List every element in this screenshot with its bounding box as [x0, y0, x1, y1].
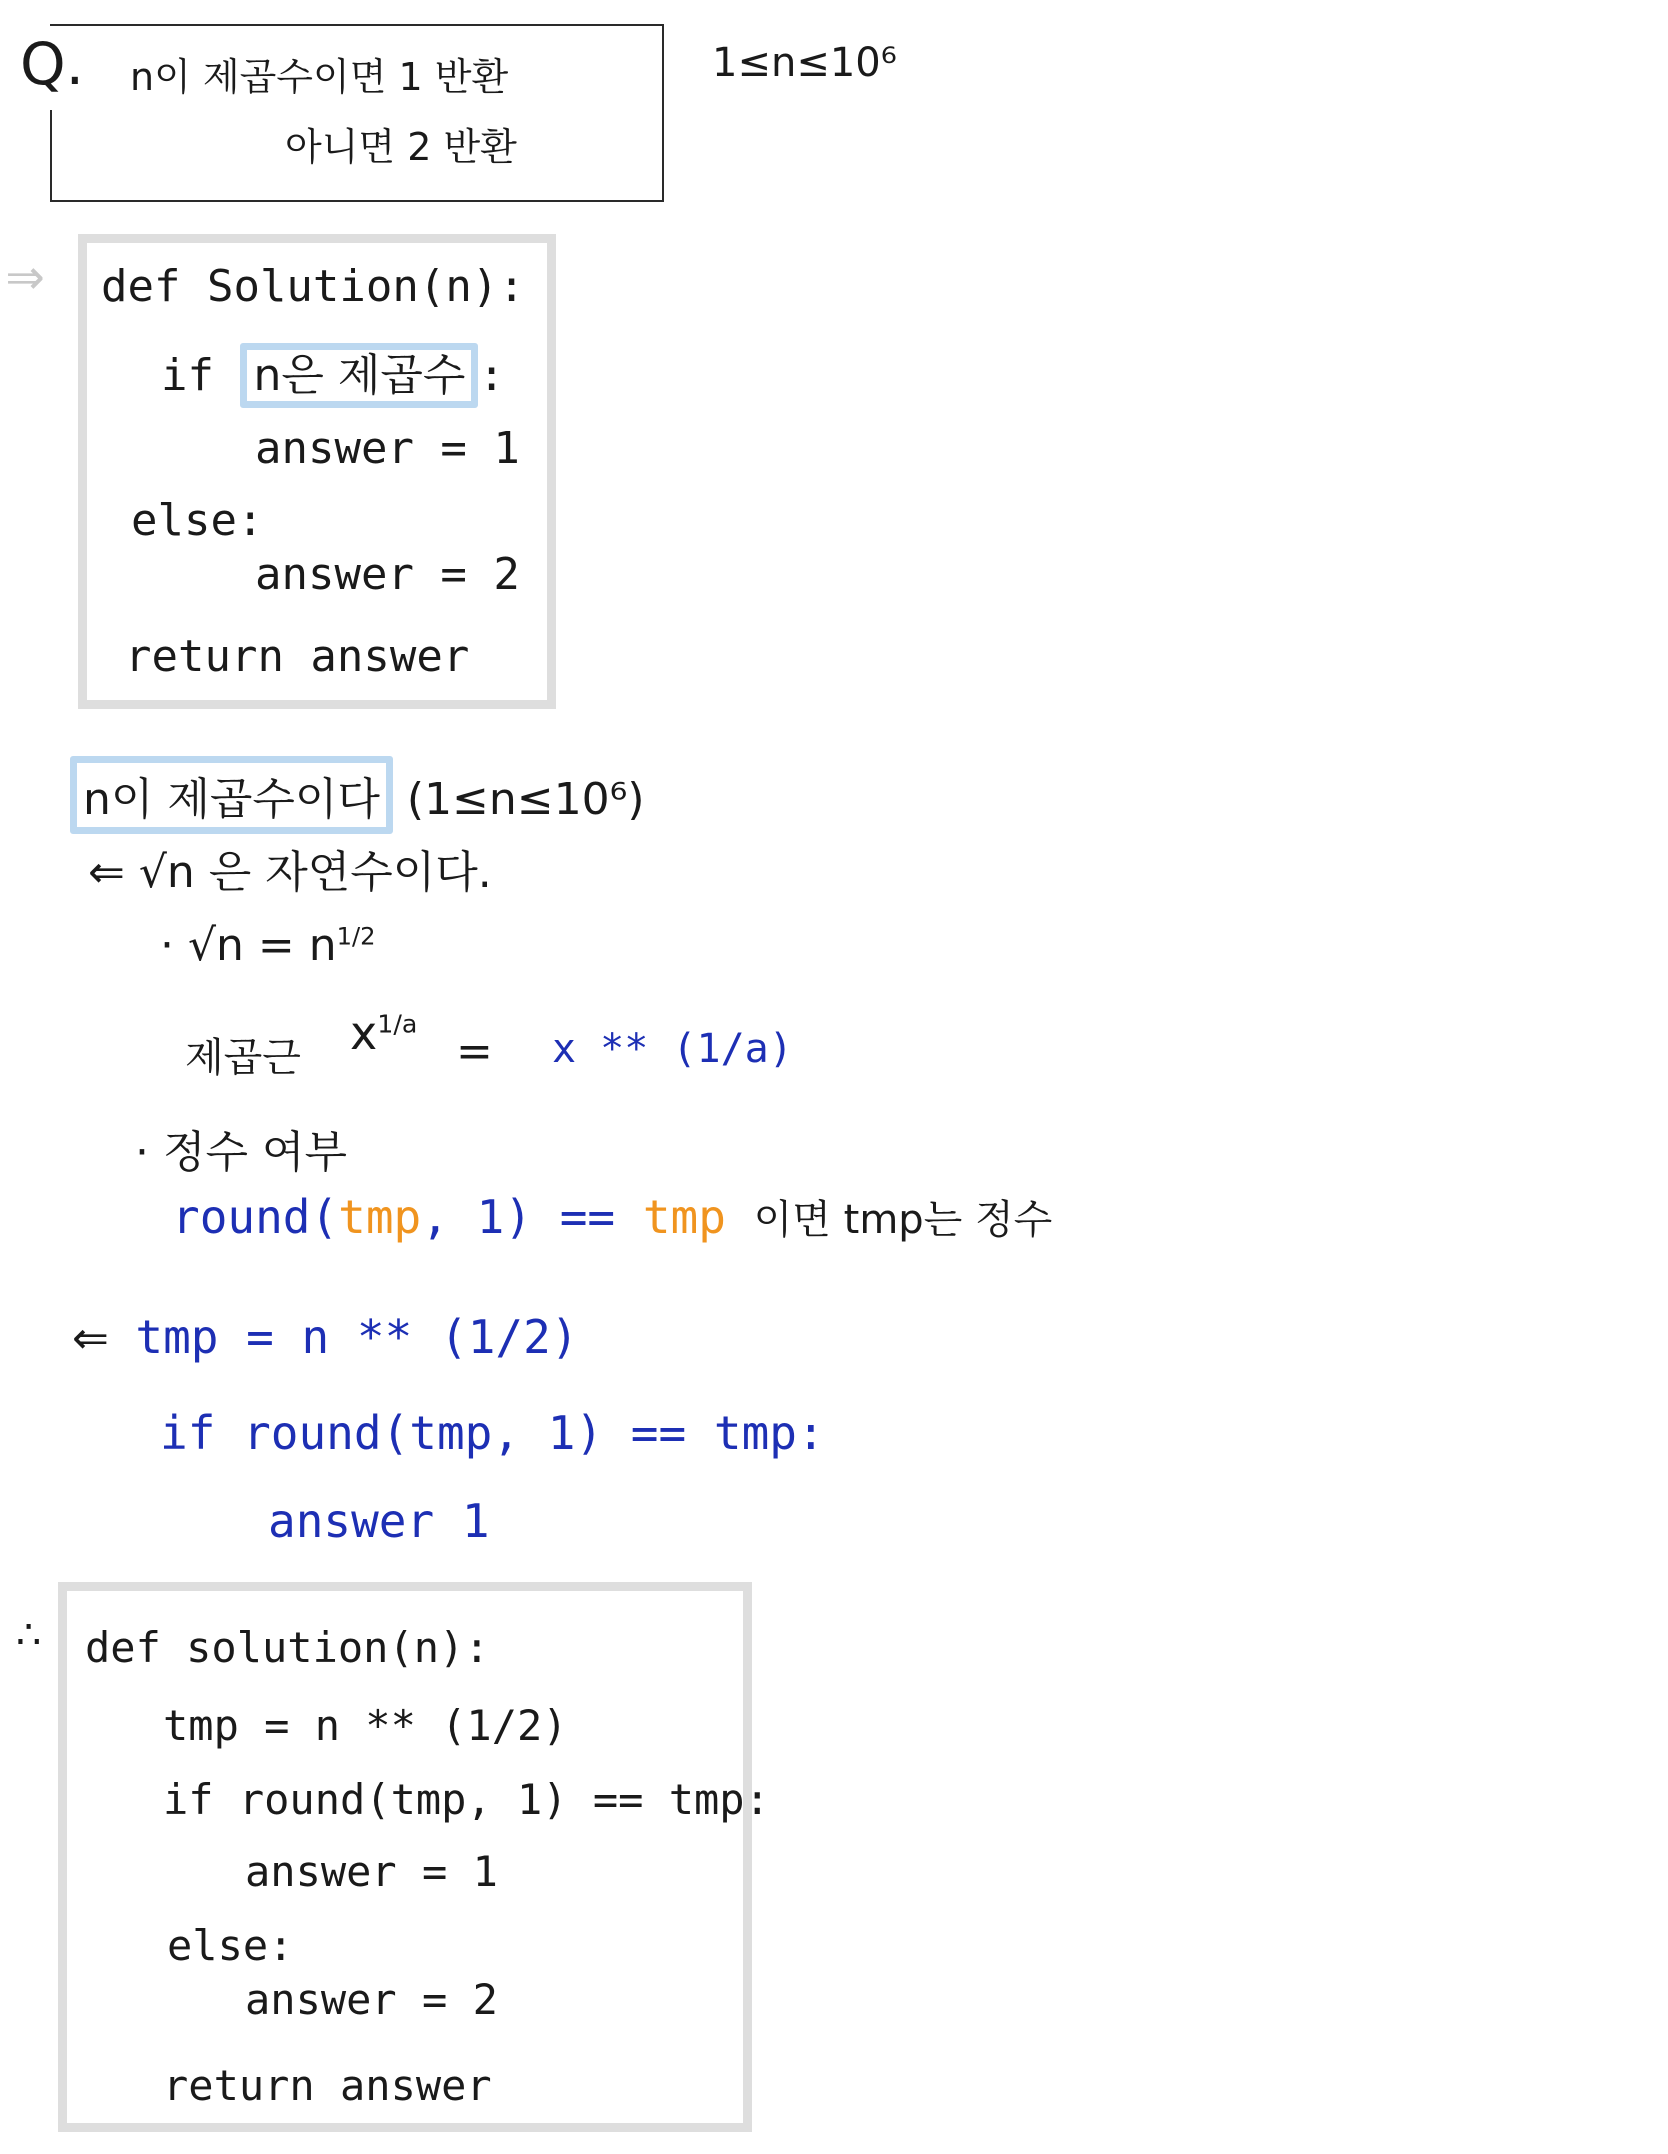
round-call-open: round( [172, 1190, 339, 1244]
root-base: x [350, 1006, 378, 1060]
code-def: def Solution(n): [101, 261, 525, 312]
root-exponent: 1/a [377, 1009, 418, 1039]
code-answer-2: answer = 2 [255, 549, 520, 600]
bullet-sqrt-power [160, 920, 376, 971]
equivalence-tmp [72, 1310, 578, 1364]
final-code-box [58, 1582, 770, 2132]
code-if-line [161, 339, 505, 403]
round-tmp-arg: tmp [338, 1190, 422, 1244]
highlighted-condition: n은 제곱수 [240, 343, 478, 408]
equivalence-sqrt-natural: ⇐ √n 은 자연수이다. [88, 847, 492, 898]
bullet-sqrt-text: · √n = n [160, 920, 337, 971]
question-mark: Q. [20, 30, 85, 98]
constraint: 1≤n≤10⁶ [712, 40, 897, 86]
root-label: 제곱근 [185, 1035, 301, 1081]
pseudocode-box [78, 234, 556, 709]
if-round-line: if round(tmp, 1) == tmp: [160, 1406, 825, 1460]
round-check-line [172, 1188, 1052, 1245]
code-if-keyword: if [161, 350, 214, 401]
question-line-2: 아니면 2 반환 [285, 125, 517, 169]
round-call-close: , 1) == [421, 1190, 616, 1244]
code-return: return answer [125, 631, 470, 682]
arrow-right-icon: ⇒ [6, 238, 45, 312]
final-return: return answer [163, 2061, 492, 2110]
statement-line [70, 756, 644, 834]
tmp-assignment: tmp = n ** (1/2) [135, 1310, 579, 1364]
question-line-1: n이 제곱수이면 1 반환 [130, 55, 509, 99]
highlighted-statement: n이 제곱수이다 [70, 756, 393, 834]
therefore-symbol: ∴ [16, 1612, 42, 1658]
final-if: if round(tmp, 1) == tmp: [163, 1775, 770, 1824]
round-tmp-compare: tmp [642, 1190, 726, 1244]
final-answer-2: answer = 2 [245, 1975, 498, 2024]
bullet-sqrt-exponent: 1/2 [336, 922, 376, 951]
round-conclusion: 이면 tmp는 정수 [753, 1197, 1053, 1243]
code-else: else: [131, 495, 264, 546]
statement-constraint: (1≤n≤10⁶) [406, 774, 645, 825]
equivalence-arrow: ⇐ [72, 1313, 109, 1364]
bullet-integer-check: · 정수 여부 [135, 1127, 347, 1178]
code-if-colon: : [478, 350, 505, 401]
final-def: def solution(n): [85, 1623, 490, 1672]
root-equals: = [456, 1026, 493, 1077]
final-answer-1: answer = 1 [245, 1847, 498, 1896]
root-code: x ** (1/a) [552, 1026, 793, 1072]
question-box-left-edge [50, 110, 52, 200]
code-answer-1: answer = 1 [255, 423, 520, 474]
final-tmp: tmp = n ** (1/2) [163, 1701, 568, 1750]
answer-one-line: answer 1 [268, 1494, 490, 1548]
root-expression [350, 1006, 417, 1060]
final-else: else: [167, 1921, 294, 1970]
